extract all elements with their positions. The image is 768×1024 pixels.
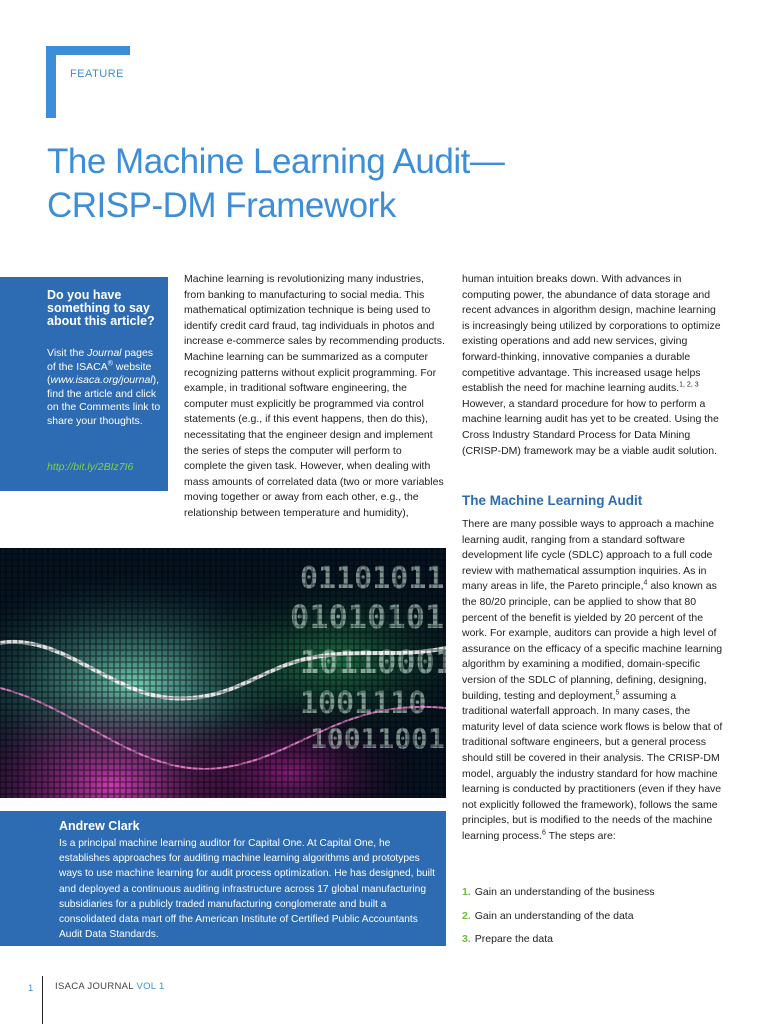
col2-text-b: However, a standard procedure for how to perform a machine learning audit has yet to be created. Using the Cross Industry Standard Process for Data Mining (CRISP-DM) framework may be a viable audit solution. <box>462 397 719 457</box>
footnote-ref-5: 5 <box>615 689 620 697</box>
step-number: 2. <box>462 909 471 922</box>
section-heading: The Machine Learning Audit <box>462 493 643 508</box>
callout-url[interactable]: www.isaca.org/journal <box>50 374 153 387</box>
callout-text-2: pages of the ISACA <box>47 347 154 373</box>
binary-wave-illustration <box>0 548 446 798</box>
bracket-vertical <box>46 46 56 118</box>
author-description: Is a principal machine learning auditor for Capital One. At Capital One, he establishes approaches for auditing machine learning algorithms and prototypes ways to use machine learning for audit process optimization. He has designed, built and deployed a continuous auditing infrastructure across 17 global manufacturing subsidiaries for a publicly traded manufacturing conglomerate and built a consolidated data mart off the American Institute of Certified Public Accountants Audit Data Standards. <box>59 838 436 941</box>
col3-text-c: assuming a traditional waterfall approach. In many cases, the maturity level of data science work flows is below that of traditional software engineers, but a general process should still be covered in their analysis. The CRISP-DM model, arguably the industry standard for how machine learning is conducted by practitioners (even if they have not explicitly followed the framework), follows the same principles, but is modified to the needs of the machine learning process. <box>462 689 723 842</box>
step-item <box>462 933 724 957</box>
col3-text-b: also known as the 80/20 principle, can be applied to show that 80 percent of the benefit is yielded by 20 percent of the work. For example, auditors can provide a high level of assurance on the efficacy of a specific machine learning algorithm by examining a modified, domain-specific version of the SDLC of planning, defining, designing, building, testing and deployment, <box>462 580 723 702</box>
callout-journal-word: Journal <box>87 347 122 359</box>
journal-volume: VOL 1 <box>136 981 165 992</box>
steps-list <box>462 886 724 957</box>
short-link[interactable]: http://bit.ly/2BIz7I6 <box>47 461 134 473</box>
col3-text-d: The steps are: <box>545 829 616 842</box>
footnote-ref-4: 4 <box>643 579 648 587</box>
title-line-2: CRISP-DM Framework <box>47 186 396 225</box>
callout-text-1: Visit the <box>47 347 88 359</box>
step-number: 1. <box>462 886 471 898</box>
article-title <box>47 140 647 228</box>
title-line-1: The Machine Learning Audit— <box>47 142 505 181</box>
col3-text-a: There are many possible ways to approach a machine learning audit, ranging from a standard software development life cycle (SDLC) approach to a full code review with mathematical assumption inquiries. As in many areas in life, the Pareto principle, <box>462 518 715 593</box>
footnote-ref: 1, 2, 3 <box>679 381 699 389</box>
step-text: Prepare the data <box>474 933 553 945</box>
step-item <box>462 910 724 934</box>
journal-footer <box>55 981 165 992</box>
page-number: 1 <box>28 983 34 994</box>
body-column-1: Machine learning is revolutionizing many industries, from banking to manufacturing to social media. This mathematical optimization technique is being used to identify credit card fraud, tag individuals in photos and increase e-commerce sales by recommending products. Machine learning can be summarized as a computer recognizing patterns without explicit programming. For example, in traditional software engineering, the computer must explicitly be programmed via control statements (e.g., if this event happens, then do this), necessitating that the engineer design and implement the series of steps the computer will perform to complete the given task. However, when dealing with mass amounts of correlated data (two or more variables moving together or away from each other, e.g., the relationship between temperature and humidity), <box>184 273 445 519</box>
author-name: Andrew Clark <box>59 819 140 833</box>
author-bio <box>0 811 446 946</box>
col2-text-a: human intuition breaks down. With advances in computing power, the abundance of data storage and recent advances in algorithm design, machine learning is increasingly being utilized by corporations to optimize existing operations and add new services, giving forward-thinking, innovative companies a durable competitive advantage. This increased usage helps establish the need for machine learning audits. <box>462 273 721 395</box>
comment-callout <box>0 277 168 491</box>
feature-bracket <box>46 46 130 118</box>
callout-text-4: ), find the article and click on the Comments link to share your thoughts. <box>47 374 161 427</box>
callout-question: Do you have something to say about this article? <box>47 288 155 328</box>
journal-name: ISACA JOURNAL <box>55 981 134 992</box>
footnote-ref-6: 6 <box>541 829 546 837</box>
step-number: 3. <box>462 933 471 945</box>
bracket-horizontal <box>46 46 130 55</box>
callout-body <box>47 347 161 429</box>
footer-divider <box>42 976 43 1024</box>
step-text: Gain an understanding of the data <box>474 909 634 922</box>
hero-image <box>0 548 446 798</box>
callout-text-3: website ( <box>47 360 152 387</box>
body-column-2 <box>462 272 724 459</box>
registered-mark: ® <box>107 360 113 368</box>
section-label: FEATURE <box>70 68 125 80</box>
step-text: Gain an understanding of the business <box>474 886 655 898</box>
step-item <box>462 886 724 910</box>
body-column-3 <box>462 517 724 844</box>
